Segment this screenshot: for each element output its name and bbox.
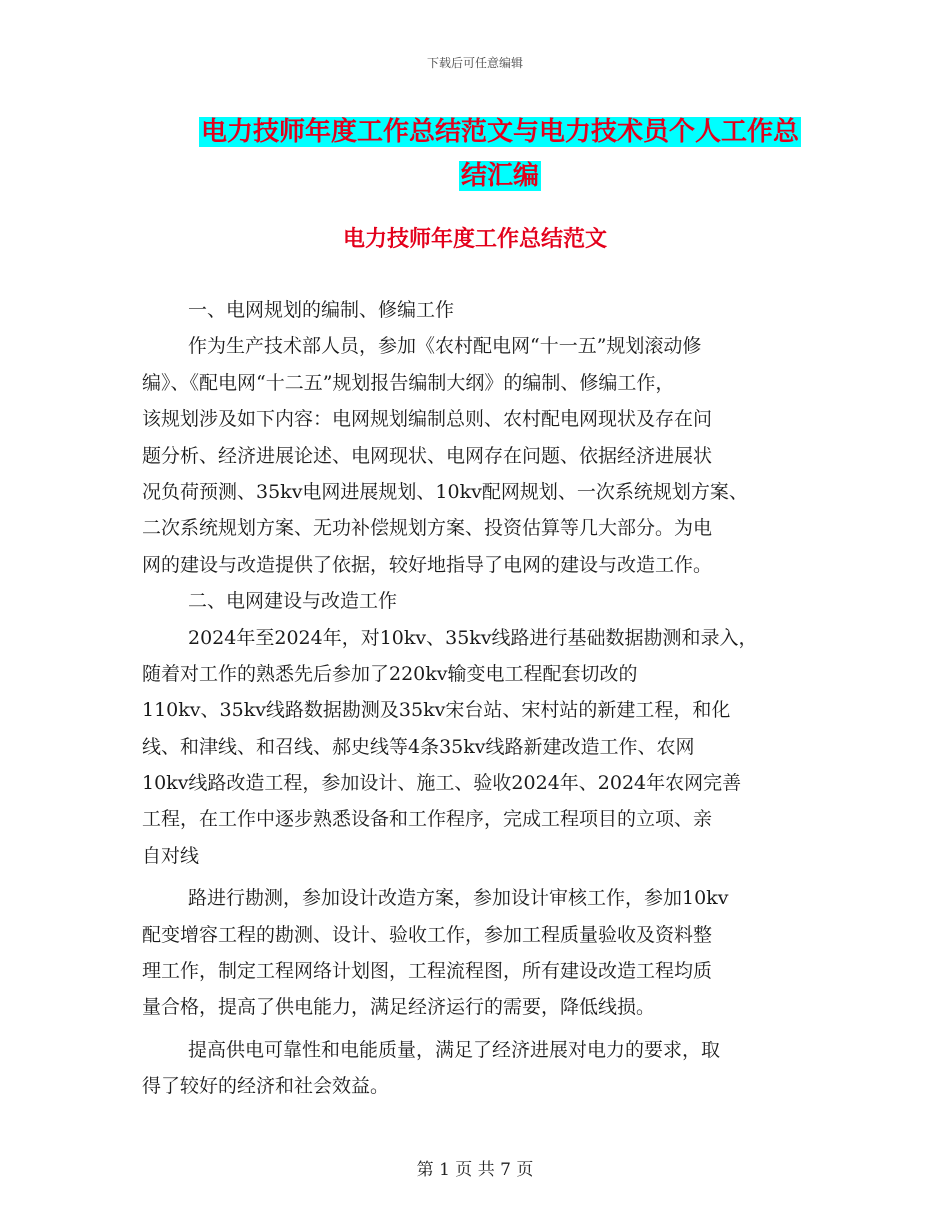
section-heading-2: 二、电网建设与改造工作 — [188, 590, 398, 613]
paragraph-line: 况负荷预测、35kv电网进展规划、10kv配网规划、一次系统规划方案、 — [142, 480, 748, 503]
paragraph-line: 作为生产技术部人员，参加《农村配电网“十一五”规划滚动修 — [188, 335, 702, 358]
paragraph-line: 编》、《配电网“十二五”规划报告编制大纲》的编制、修编工作， — [142, 371, 675, 394]
paragraph-line: 二次系统规划方案、无功补偿规划方案、投资估算等几大部分。为电 — [142, 517, 713, 540]
paragraph-line: 110kv、35kv线路数据勘测及35kv宋台站、宋村站的新建工程，和化 — [142, 699, 731, 722]
paragraph-line: 题分析、经济进展论述、电网现状、电网存在问题、依据经济进展状 — [142, 444, 713, 467]
section-heading-1: 一、电网规划的编制、修编工作 — [188, 299, 455, 321]
paragraph-line: 网的建设与改造提供了依据，较好地指导了电网的建设与改造工作。 — [142, 553, 713, 576]
paragraph-line: 量合格，提高了供电能力，满足经济运行的需要，降低线损。 — [142, 996, 656, 1019]
section-title: 电力技师年度工作总结范文 — [342, 227, 607, 252]
paragraph-line: 线、和津线、和召线、郝史线等4条35kv线路新建改造工作、农网 — [142, 735, 695, 758]
paragraph-line: 理工作，制定工程网络计划图，工程流程图，所有建设改造工程均质 — [142, 960, 713, 983]
paragraph-line: 得了较好的经济和社会效益。 — [142, 1075, 390, 1098]
paragraph-line: 提高供电可靠性和电能质量，满足了经济进展对电力的要求，取 — [188, 1038, 721, 1061]
paragraph-line: 该规划涉及如下内容：电网规划编制总则、农村配电网现状及存在问 — [142, 408, 713, 431]
header-note: 下载后可任意编辑 — [426, 56, 523, 70]
paragraph-line: 工程，在工作中逐步熟悉设备和工作程序，完成工程项目的立项、亲 — [142, 808, 713, 831]
paragraph-line: 配变增容工程的勘测、设计、验收工作，参加工程质量验收及资料整 — [142, 923, 713, 946]
page-footer: 第 1 页 共 7 页 — [416, 1160, 534, 1180]
paragraph-line: 自对线 — [142, 844, 200, 867]
document-title-line-1: 电力技师年度工作总结范文与电力技术员个人工作总 — [200, 117, 799, 147]
paragraph-line: 10kv线路改造工程，参加设计、施工、验收2024年、2024年农网完善 — [142, 772, 742, 795]
paragraph-line: 路进行勘测，参加设计改造方案，参加设计审核工作，参加10kv — [188, 887, 729, 910]
paragraph-line: 2024年至2024年，对10kv、35kv线路进行基础数据勘测和录入， — [188, 626, 758, 649]
paragraph-line: 随着对工作的熟悉先后参加了220kv输变电工程配套切改的 — [142, 662, 638, 685]
body-text — [142, 292, 818, 1105]
document-title-line-2: 结汇编 — [460, 161, 539, 191]
document-title — [190, 110, 810, 198]
